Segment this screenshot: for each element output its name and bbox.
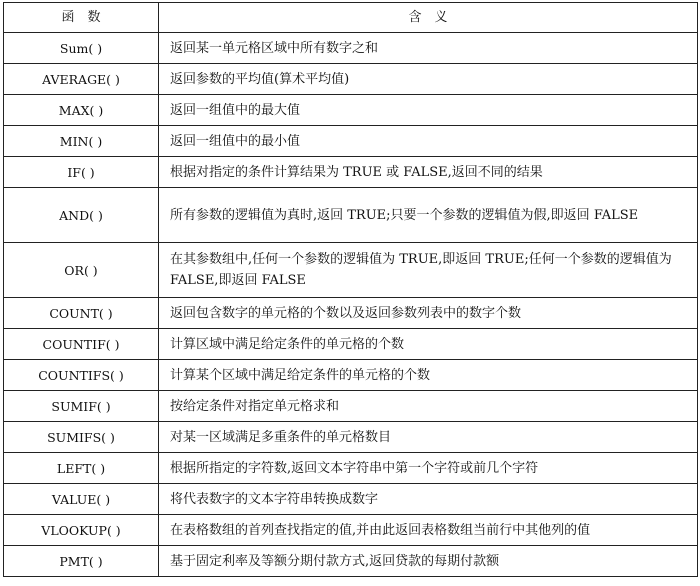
table-row [4,243,698,298]
function-meaning: 返回参数的平均值(算术平均值) [159,64,698,95]
function-name: SUMIF( ) [4,391,159,422]
table-row [4,95,698,126]
table-row [4,391,698,422]
table-row [4,484,698,515]
function-meaning: 所有参数的逻辑值为真时,返回 TRUE;只要一个参数的逻辑值为假,即返回 FALSE [159,188,698,243]
function-meaning: 根据所指定的字符数,返回文本字符串中第一个字符或前几个字符 [159,453,698,484]
function-name: AND( ) [4,188,159,243]
function-meaning: 返回一组值中的最小值 [159,126,698,157]
table-row [4,33,698,64]
function-name: Sum( ) [4,33,159,64]
function-name: IF( ) [4,157,159,188]
table-row [4,360,698,391]
table-row [4,546,698,577]
function-meaning: 计算某个区域中满足给定条件的单元格的个数 [159,360,698,391]
function-name: OR( ) [4,243,159,298]
table-row [4,157,698,188]
table-row [4,453,698,484]
function-meaning: 根据对指定的条件计算结果为 TRUE 或 FALSE,返回不同的结果 [159,157,698,188]
function-name: COUNTIFS( ) [4,360,159,391]
header-function: 函 数 [4,3,159,33]
function-meaning: 将代表数字的文本字符串转换成数字 [159,484,698,515]
function-meaning: 基于固定利率及等额分期付款方式,返回贷款的每期付款额 [159,546,698,577]
function-name: VALUE( ) [4,484,159,515]
function-name: COUNTIF( ) [4,329,159,360]
function-meaning: 返回一组值中的最大值 [159,95,698,126]
function-name: MIN( ) [4,126,159,157]
function-meaning: 在其参数组中,任何一个参数的逻辑值为 TRUE,即返回 TRUE;任何一个参数的逻辑值为 FALSE,即返回 FALSE [159,243,698,298]
function-meaning: 返回包含数字的单元格的个数以及返回参数列表中的数字个数 [159,298,698,329]
function-meaning: 在表格数组的首列查找指定的值,并由此返回表格数组当前行中其他列的值 [159,515,698,546]
table-row [4,329,698,360]
table-row [4,188,698,243]
function-name: VLOOKUP( ) [4,515,159,546]
function-name: MAX( ) [4,95,159,126]
function-meaning: 返回某一单元格区域中所有数字之和 [159,33,698,64]
function-table [3,2,698,577]
function-name: PMT( ) [4,546,159,577]
table-row [4,126,698,157]
function-name: SUMIFS( ) [4,422,159,453]
table-row [4,422,698,453]
function-meaning: 计算区域中满足给定条件的单元格的个数 [159,329,698,360]
function-name: LEFT( ) [4,453,159,484]
function-name: COUNT( ) [4,298,159,329]
table-header-row [4,3,698,33]
table-row [4,515,698,546]
function-meaning: 对某一区域满足多重条件的单元格数目 [159,422,698,453]
function-meaning: 按给定条件对指定单元格求和 [159,391,698,422]
table-row [4,64,698,95]
function-name: AVERAGE( ) [4,64,159,95]
table-row [4,298,698,329]
header-meaning: 含 义 [159,3,698,33]
